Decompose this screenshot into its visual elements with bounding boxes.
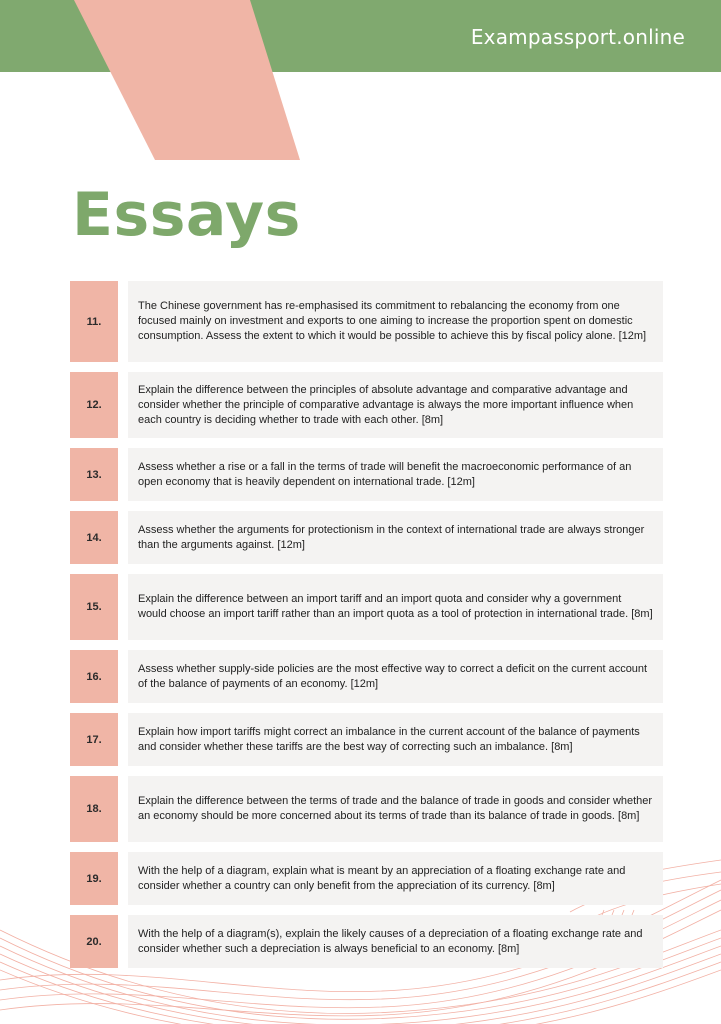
question-number: 15. <box>70 574 118 640</box>
question-text: The Chinese government has re-emphasised its commitment to rebalancing the economy from one focused mainly on investment and exports to one aiming to increase the proportion spent on domestic consumption. Assess the extent to which it would be possible to achieve this by fiscal policy alone. [12m] <box>128 281 663 362</box>
question-number: 13. <box>70 448 118 501</box>
question-row <box>70 372 663 438</box>
question-number: 20. <box>70 915 118 968</box>
question-number: 12. <box>70 372 118 438</box>
question-number: 16. <box>70 650 118 703</box>
question-row <box>70 852 663 905</box>
question-number: 18. <box>70 776 118 842</box>
question-number: 19. <box>70 852 118 905</box>
page-title: Essays <box>72 180 301 250</box>
question-row <box>70 281 663 362</box>
question-text: Assess whether the arguments for protectionism in the context of international trade are always stronger than the arguments against. [12m] <box>128 511 663 564</box>
question-text: Explain how import tariffs might correct an imbalance in the current account of the balance of payments and consider whether these tariffs are the best way of correcting such an imbalance. [8m] <box>128 713 663 766</box>
question-text: Explain the difference between the principles of absolute advantage and comparative advantage and consider whether the principle of comparative advantage is always the more important influence when each country is deciding whether to trade with each other. [8m] <box>128 372 663 438</box>
question-number: 11. <box>70 281 118 362</box>
question-row <box>70 448 663 501</box>
site-name[interactable]: Exampassport.online <box>470 25 685 49</box>
question-text: Explain the difference between an import tariff and an import quota and consider why a government would choose an import tariff rather than an import quota as a tool of protection in international trade. [8m] <box>128 574 663 640</box>
question-text: Assess whether supply-side policies are the most effective way to correct a deficit on the current account of the balance of payments of an economy. [12m] <box>128 650 663 703</box>
question-row <box>70 713 663 766</box>
question-text: Explain the difference between the terms of trade and the balance of trade in goods and consider whether an economy should be more concerned about its terms of trade than its balance of trade in goods. [8m] <box>128 776 663 842</box>
question-text: With the help of a diagram(s), explain the likely causes of a depreciation of a floating exchange rate and consider whether such a depreciation is always beneficial to an economy. [8m] <box>128 915 663 968</box>
question-text: Assess whether a rise or a fall in the terms of trade will benefit the macroeconomic performance of an open economy that is heavily dependent on international trade. [12m] <box>128 448 663 501</box>
question-number: 14. <box>70 511 118 564</box>
question-number: 17. <box>70 713 118 766</box>
question-row <box>70 511 663 564</box>
question-text: With the help of a diagram, explain what is meant by an appreciation of a floating exchange rate and consider whether a country can only benefit from the appreciation of its currency. [8m] <box>128 852 663 905</box>
question-row <box>70 915 663 968</box>
question-row <box>70 776 663 842</box>
question-row <box>70 574 663 640</box>
essay-question-list <box>70 281 663 978</box>
question-row <box>70 650 663 703</box>
